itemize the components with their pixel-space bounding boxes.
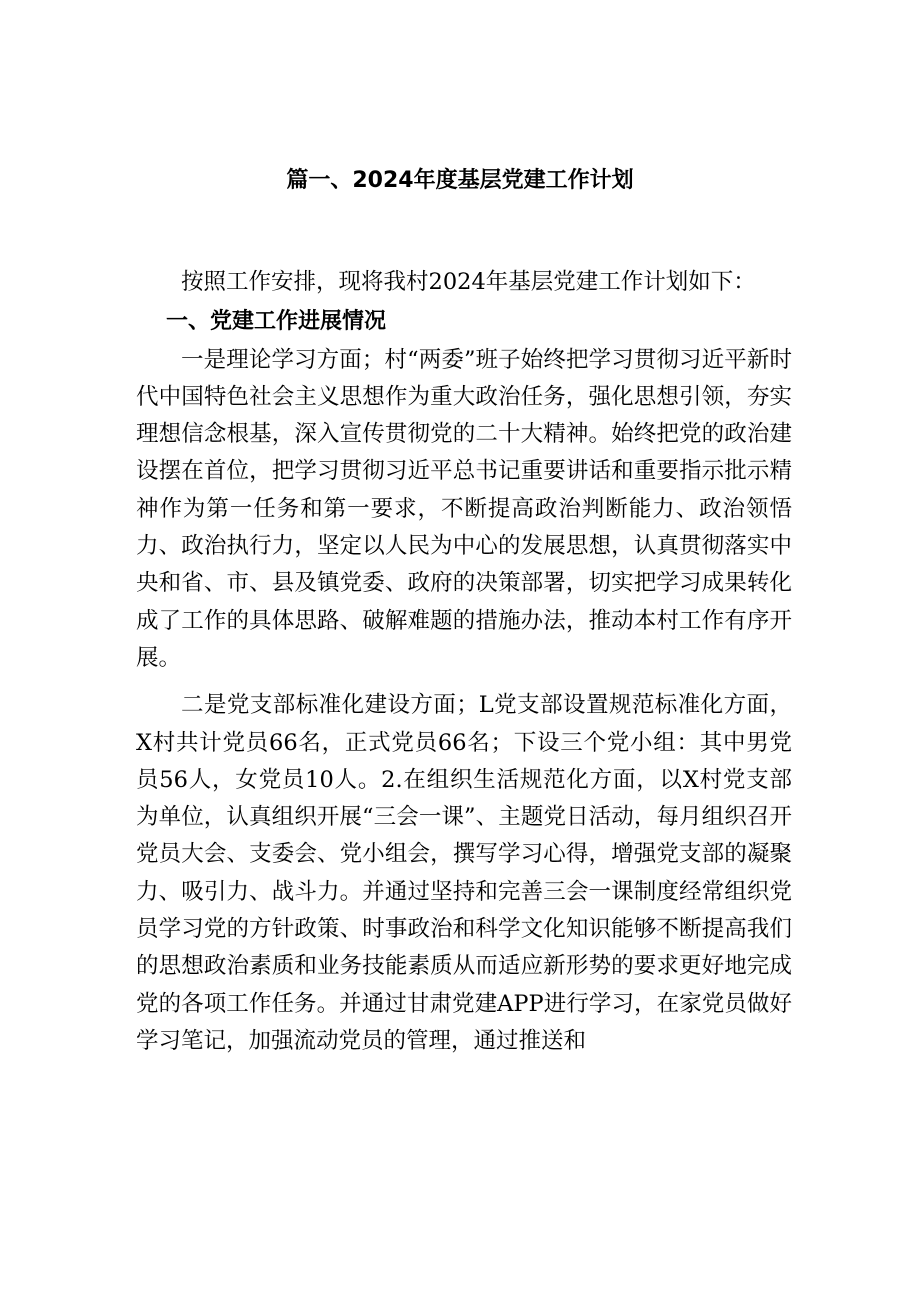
document-body (136, 264, 792, 1060)
intro-paragraph: 按照工作安排，现将我村2024年基层党建工作计划如下： (181, 269, 756, 295)
document-title: 篇一、2024年度基层党建工作计划 (286, 168, 634, 193)
paragraph-branch-standardization: 二是党支部标准化建设方面；L党支部设置规范标准化方面，X村共计党员66名，正式党员66名；下设三个党小组：其中男党员56人，女党员10人。2.在组织生活规范化方面，以X村党支部为单位，认真组织开展“三会一课”、主题党日活动，每月组织召开党员大会、支委会、党小组会，撰写学习心得，增强党支部的凝聚力、吸引力、战斗力。并通过坚持和完善三会一课制度经常组织党员学习党的方针政策、时事政治和科学文化知识能够不断提高我们的思想政治素质和业务技能素质从而适应新形势的要求更好地完成党的各项工作任务。并通过甘肃党建APP进行学习，在家党员做好学习笔记，加强流动党员的管理，通过推送和 (136, 692, 792, 1054)
section-heading: 一、党建工作进展情况 (166, 309, 387, 335)
paragraph-theory-study: 一是理论学习方面；村“两委”班子始终把学习贯彻习近平新时代中国特色社会主义思想作为重大政治任务，强化思想引领，夯实理想信念根基，深入宣传贯彻党的二十大精神。始终把党的政治建设摆在首位，把学习贯彻习近平总书记重要讲话和重要指示批示精神作为第一任务和第一要求，不断提高政治判断能力、政治领悟力、政治执行力，坚定以人民为中心的发展思想，认真贯彻落实中央和省、市、县及镇党委、政府的决策部署，切实把学习成果转化成了工作的具体思路、破解难题的措施办法，推动本村工作有序开展。 (136, 346, 792, 671)
